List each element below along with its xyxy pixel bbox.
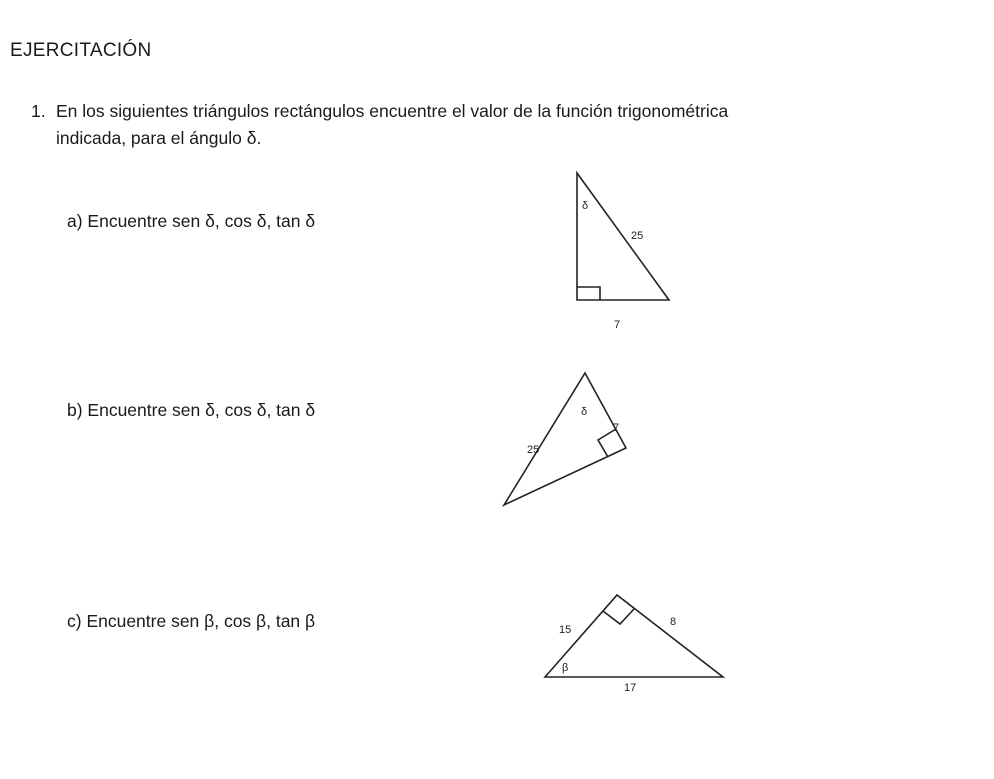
question-number: 1. [31, 101, 46, 121]
triangle-c [545, 595, 723, 677]
triangle-c-leg1-label: 15 [559, 624, 572, 636]
triangle-c-leg2-label: 8 [670, 616, 677, 628]
triangle-a-angle-label: δ [582, 200, 589, 212]
item-b-text: b) Encuentre sen δ, cos δ, tan δ [67, 400, 316, 420]
triangle-a-leg-label: 7 [614, 319, 621, 331]
right-angle-marker-a [577, 287, 600, 300]
triangle-c-hyp-label: 17 [624, 682, 637, 694]
triangle-a-hyp-label: 25 [631, 230, 644, 242]
question-text-line-2: indicada, para el ángulo δ. [56, 128, 262, 148]
triangle-b-leg-label: 7 [613, 422, 620, 434]
triangle-c-angle-label: β [562, 662, 569, 674]
triangle-b [504, 373, 626, 505]
triangle-b-hyp-label: 25 [527, 444, 540, 456]
item-a-text: a) Encuentre sen δ, cos δ, tan δ [67, 211, 316, 231]
item-c-text: c) Encuentre sen β, cos β, tan β [67, 611, 316, 631]
question-text-line-1: En los siguientes triángulos rectángulos encuentre el valor de la función trigonométrica [56, 101, 729, 121]
right-angle-marker-c [603, 609, 634, 624]
triangle-a [577, 173, 669, 300]
section-title: EJERCITACIÓN [10, 40, 152, 61]
triangle-b-angle-label: δ [581, 406, 588, 418]
